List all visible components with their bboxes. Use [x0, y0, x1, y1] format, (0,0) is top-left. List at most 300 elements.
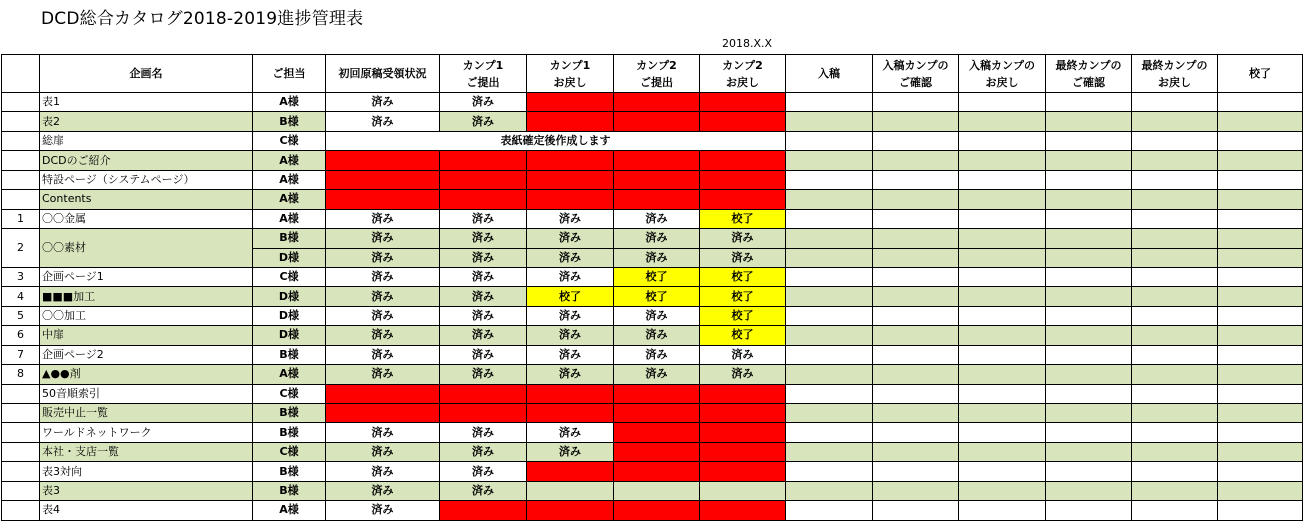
empty-cell [786, 326, 873, 345]
table-row [2, 131, 1303, 150]
empty-cell [1132, 404, 1218, 423]
plan-name: 表1 [40, 93, 253, 112]
status-cell: 済み [326, 442, 440, 461]
empty-cell [786, 442, 873, 461]
empty-cell [786, 151, 873, 170]
status-cell [527, 190, 614, 209]
header-final-comp-return: 最終カンプの お戻し [1132, 55, 1218, 93]
empty-cell [1046, 326, 1132, 345]
status-cell: 済み [614, 365, 700, 384]
row-number: 5 [2, 306, 40, 325]
status-cell [527, 481, 614, 500]
status-cell: 済み [614, 229, 700, 248]
status-cell [614, 170, 700, 189]
status-cell [614, 501, 700, 520]
empty-cell [959, 229, 1046, 248]
status-cell: 済み [326, 501, 440, 520]
empty-cell [1132, 170, 1218, 189]
empty-cell [1046, 267, 1132, 286]
plan-name: 企画ページ1 [40, 267, 253, 286]
plan-name: 特設ページ（システムページ） [40, 170, 253, 189]
status-cell [527, 404, 614, 423]
status-cell: 済み [326, 112, 440, 131]
plan-name: ■■■加工 [40, 287, 253, 306]
table-row [2, 365, 1303, 384]
table-row [2, 93, 1303, 112]
row-number [2, 481, 40, 500]
contact: A様 [253, 501, 326, 520]
empty-cell [786, 93, 873, 112]
empty-cell [959, 365, 1046, 384]
contact: A様 [253, 93, 326, 112]
status-cell: 済み [326, 93, 440, 112]
status-cell: 校了 [614, 287, 700, 306]
empty-cell [1218, 442, 1303, 461]
empty-cell [873, 287, 959, 306]
table-row [2, 481, 1303, 500]
contact: A様 [253, 209, 326, 228]
note-cell: 表紙確定後作成します [326, 131, 786, 150]
empty-cell [1132, 384, 1218, 403]
status-cell: 済み [527, 209, 614, 228]
contact: B様 [253, 481, 326, 500]
plan-name: 〇〇金属 [40, 209, 253, 228]
row-number [2, 423, 40, 442]
status-cell: 済み [700, 248, 786, 267]
empty-cell [1218, 306, 1303, 325]
row-number: 7 [2, 345, 40, 364]
table-row [2, 326, 1303, 345]
empty-cell [1218, 423, 1303, 442]
contact: D様 [253, 306, 326, 325]
empty-cell [1046, 501, 1132, 520]
empty-cell [786, 267, 873, 286]
empty-cell [1132, 209, 1218, 228]
plan-name: 企画ページ2 [40, 345, 253, 364]
empty-cell [786, 423, 873, 442]
empty-cell [959, 326, 1046, 345]
empty-cell [959, 131, 1046, 150]
row-number [2, 170, 40, 189]
header-plan-name: 企画名 [40, 55, 253, 93]
header-final-comp-confirm: 最終カンプの ご確認 [1046, 55, 1132, 93]
status-cell: 済み [326, 423, 440, 442]
plan-name: 総扉 [40, 131, 253, 150]
empty-cell [1218, 209, 1303, 228]
empty-cell [873, 131, 959, 150]
status-cell [440, 151, 527, 170]
table-row [2, 423, 1303, 442]
empty-cell [959, 462, 1046, 481]
status-cell: 済み [700, 365, 786, 384]
empty-cell [1132, 229, 1218, 248]
empty-cell [1046, 131, 1132, 150]
status-cell [700, 190, 786, 209]
empty-cell [873, 248, 959, 267]
contact: B様 [253, 462, 326, 481]
status-cell: 済み [527, 229, 614, 248]
table-row [2, 267, 1303, 286]
empty-cell [873, 442, 959, 461]
status-cell [614, 481, 700, 500]
header-proof-complete: 校了 [1218, 55, 1303, 93]
empty-cell [1218, 345, 1303, 364]
date-label: 2018.X.X [722, 37, 773, 50]
status-cell [614, 151, 700, 170]
row-number: 8 [2, 365, 40, 384]
empty-cell [1132, 151, 1218, 170]
status-cell: 校了 [700, 326, 786, 345]
status-cell: 済み [700, 345, 786, 364]
table-row [2, 287, 1303, 306]
empty-cell [873, 306, 959, 325]
empty-cell [786, 481, 873, 500]
status-cell: 校了 [700, 287, 786, 306]
status-cell [440, 170, 527, 189]
empty-cell [873, 267, 959, 286]
empty-cell [1218, 501, 1303, 520]
empty-cell [959, 190, 1046, 209]
empty-cell [1132, 442, 1218, 461]
status-cell: 済み [440, 267, 527, 286]
plan-name: 表3対向 [40, 462, 253, 481]
empty-cell [1046, 93, 1132, 112]
empty-cell [959, 93, 1046, 112]
contact: A様 [253, 365, 326, 384]
status-cell [700, 423, 786, 442]
empty-cell [1218, 481, 1303, 500]
empty-cell [786, 248, 873, 267]
empty-cell [1218, 229, 1303, 248]
status-cell: 済み [326, 248, 440, 267]
empty-cell [959, 501, 1046, 520]
empty-cell [1132, 501, 1218, 520]
status-cell [326, 190, 440, 209]
plan-name: DCDのご紹介 [40, 151, 253, 170]
empty-cell [1046, 287, 1132, 306]
status-cell: 済み [440, 248, 527, 267]
status-cell [700, 481, 786, 500]
table-row [2, 306, 1303, 325]
empty-cell [1046, 248, 1132, 267]
row-number [2, 442, 40, 461]
status-cell: 済み [527, 423, 614, 442]
empty-cell [873, 112, 959, 131]
status-cell [614, 423, 700, 442]
empty-cell [1132, 326, 1218, 345]
row-number [2, 384, 40, 403]
empty-cell [1046, 442, 1132, 461]
plan-name: 〇〇素材 [40, 229, 253, 268]
status-cell [527, 170, 614, 189]
contact: A様 [253, 151, 326, 170]
plan-name: 中扉 [40, 326, 253, 345]
plan-name: 販売中止一覧 [40, 404, 253, 423]
status-cell: 済み [614, 248, 700, 267]
row-number [2, 404, 40, 423]
plan-name: 表2 [40, 112, 253, 131]
status-cell: 済み [440, 345, 527, 364]
empty-cell [786, 229, 873, 248]
empty-cell [786, 501, 873, 520]
status-cell: 済み [614, 326, 700, 345]
empty-cell [1132, 93, 1218, 112]
status-cell: 済み [440, 306, 527, 325]
status-cell: 済み [527, 326, 614, 345]
empty-cell [1218, 131, 1303, 150]
contact: A様 [253, 190, 326, 209]
header-no [2, 55, 40, 93]
status-cell [527, 384, 614, 403]
status-cell: 済み [326, 306, 440, 325]
empty-cell [1046, 112, 1132, 131]
plan-name: 表4 [40, 501, 253, 520]
status-cell: 済み [440, 287, 527, 306]
empty-cell [1132, 112, 1218, 131]
status-cell: 校了 [700, 306, 786, 325]
row-number [2, 501, 40, 520]
contact: D様 [253, 248, 326, 267]
table-row [2, 345, 1303, 364]
status-cell [700, 151, 786, 170]
row-number: 1 [2, 209, 40, 228]
status-cell [700, 112, 786, 131]
empty-cell [786, 131, 873, 150]
status-cell: 済み [614, 209, 700, 228]
contact: B様 [253, 423, 326, 442]
empty-cell [1218, 287, 1303, 306]
status-cell: 済み [326, 462, 440, 481]
status-cell: 済み [527, 248, 614, 267]
empty-cell [1132, 481, 1218, 500]
empty-cell [786, 112, 873, 131]
status-cell [440, 190, 527, 209]
empty-cell [873, 404, 959, 423]
header-row [2, 55, 1303, 93]
header-initial-manuscript: 初回原稿受領状況 [326, 55, 440, 93]
empty-cell [959, 170, 1046, 189]
empty-cell [1046, 404, 1132, 423]
empty-cell [959, 442, 1046, 461]
empty-cell [1046, 306, 1132, 325]
status-cell [440, 404, 527, 423]
empty-cell [1218, 93, 1303, 112]
status-cell: 済み [440, 365, 527, 384]
status-cell [614, 93, 700, 112]
contact: C様 [253, 384, 326, 403]
empty-cell [786, 209, 873, 228]
row-number [2, 93, 40, 112]
status-cell: 済み [440, 462, 527, 481]
status-cell [700, 404, 786, 423]
header-submission-comp-confirm: 入稿カンプの ご確認 [873, 55, 959, 93]
empty-cell [959, 112, 1046, 131]
table-row [2, 462, 1303, 481]
status-cell: 済み [440, 209, 527, 228]
status-cell [527, 112, 614, 131]
status-cell: 済み [527, 365, 614, 384]
status-cell: 済み [700, 229, 786, 248]
status-cell: 済み [527, 306, 614, 325]
empty-cell [786, 404, 873, 423]
empty-cell [1046, 384, 1132, 403]
empty-cell [1046, 462, 1132, 481]
empty-cell [959, 423, 1046, 442]
status-cell: 済み [326, 209, 440, 228]
status-cell: 済み [326, 481, 440, 500]
empty-cell [873, 93, 959, 112]
table-row [2, 384, 1303, 403]
status-cell: 済み [326, 287, 440, 306]
status-cell: 済み [326, 229, 440, 248]
status-cell [440, 501, 527, 520]
contact: C様 [253, 131, 326, 150]
status-cell: 済み [326, 365, 440, 384]
empty-cell [959, 248, 1046, 267]
status-cell: 校了 [700, 209, 786, 228]
empty-cell [1132, 365, 1218, 384]
empty-cell [1132, 462, 1218, 481]
table-row [2, 190, 1303, 209]
empty-cell [1218, 170, 1303, 189]
empty-cell [1046, 151, 1132, 170]
status-cell: 済み [440, 112, 527, 131]
plan-name: ▲●●剤 [40, 365, 253, 384]
row-number [2, 151, 40, 170]
status-cell: 済み [614, 345, 700, 364]
status-cell: 済み [440, 481, 527, 500]
empty-cell [1218, 267, 1303, 286]
contact: A様 [253, 170, 326, 189]
table-row [2, 442, 1303, 461]
status-cell [614, 112, 700, 131]
plan-name: ワールドネットワーク [40, 423, 253, 442]
empty-cell [959, 481, 1046, 500]
table-row [2, 151, 1303, 170]
empty-cell [959, 306, 1046, 325]
contact: C様 [253, 267, 326, 286]
empty-cell [786, 384, 873, 403]
empty-cell [873, 151, 959, 170]
status-cell [700, 462, 786, 481]
status-cell: 済み [440, 423, 527, 442]
empty-cell [959, 345, 1046, 364]
empty-cell [873, 229, 959, 248]
empty-cell [1218, 326, 1303, 345]
empty-cell [959, 287, 1046, 306]
contact: B様 [253, 345, 326, 364]
empty-cell [959, 384, 1046, 403]
header-comp2-submit: カンプ2 ご提出 [614, 55, 700, 93]
row-number [2, 131, 40, 150]
status-cell [614, 190, 700, 209]
empty-cell [786, 462, 873, 481]
status-cell: 校了 [614, 267, 700, 286]
status-cell [614, 462, 700, 481]
empty-cell [1218, 190, 1303, 209]
contact: C様 [253, 442, 326, 461]
plan-name: 本社・支店一覧 [40, 442, 253, 461]
empty-cell [1218, 112, 1303, 131]
empty-cell [1046, 423, 1132, 442]
status-cell: 済み [440, 326, 527, 345]
header-comp1-submit: カンプ1 ご提出 [440, 55, 527, 93]
empty-cell [959, 404, 1046, 423]
empty-cell [873, 190, 959, 209]
empty-cell [959, 267, 1046, 286]
empty-cell [1132, 287, 1218, 306]
empty-cell [1046, 481, 1132, 500]
status-cell [527, 93, 614, 112]
status-cell: 校了 [527, 287, 614, 306]
empty-cell [959, 151, 1046, 170]
status-cell [614, 442, 700, 461]
status-cell [614, 404, 700, 423]
status-cell [700, 501, 786, 520]
header-submission: 入稿 [786, 55, 873, 93]
row-number [2, 112, 40, 131]
empty-cell [873, 170, 959, 189]
empty-cell [786, 365, 873, 384]
empty-cell [1046, 190, 1132, 209]
empty-cell [959, 209, 1046, 228]
status-cell [700, 384, 786, 403]
empty-cell [1046, 229, 1132, 248]
status-cell: 済み [440, 442, 527, 461]
empty-cell [1132, 267, 1218, 286]
status-cell [326, 151, 440, 170]
empty-cell [1132, 345, 1218, 364]
empty-cell [1218, 384, 1303, 403]
status-cell [700, 93, 786, 112]
status-cell: 済み [326, 326, 440, 345]
empty-cell [1046, 365, 1132, 384]
table-row [2, 501, 1303, 520]
contact: D様 [253, 326, 326, 345]
table-row [2, 209, 1303, 228]
empty-cell [873, 501, 959, 520]
row-number: 6 [2, 326, 40, 345]
header-contact: ご担当 [253, 55, 326, 93]
empty-cell [873, 209, 959, 228]
status-cell [527, 462, 614, 481]
table-row [2, 404, 1303, 423]
row-number: 2 [2, 229, 40, 268]
empty-cell [1046, 170, 1132, 189]
status-cell [326, 384, 440, 403]
row-number: 4 [2, 287, 40, 306]
table-row [2, 112, 1303, 131]
plan-name: 〇〇加工 [40, 306, 253, 325]
status-cell [527, 151, 614, 170]
status-cell: 済み [527, 442, 614, 461]
empty-cell [873, 423, 959, 442]
empty-cell [1046, 345, 1132, 364]
empty-cell [786, 306, 873, 325]
empty-cell [1046, 209, 1132, 228]
empty-cell [786, 170, 873, 189]
row-number [2, 190, 40, 209]
empty-cell [1132, 131, 1218, 150]
table-row [2, 229, 1303, 248]
empty-cell [873, 462, 959, 481]
plan-name: 50音順索引 [40, 384, 253, 403]
empty-cell [873, 384, 959, 403]
empty-cell [873, 326, 959, 345]
header-comp2-return: カンプ2 お戻し [700, 55, 786, 93]
status-cell [440, 384, 527, 403]
status-cell [614, 384, 700, 403]
